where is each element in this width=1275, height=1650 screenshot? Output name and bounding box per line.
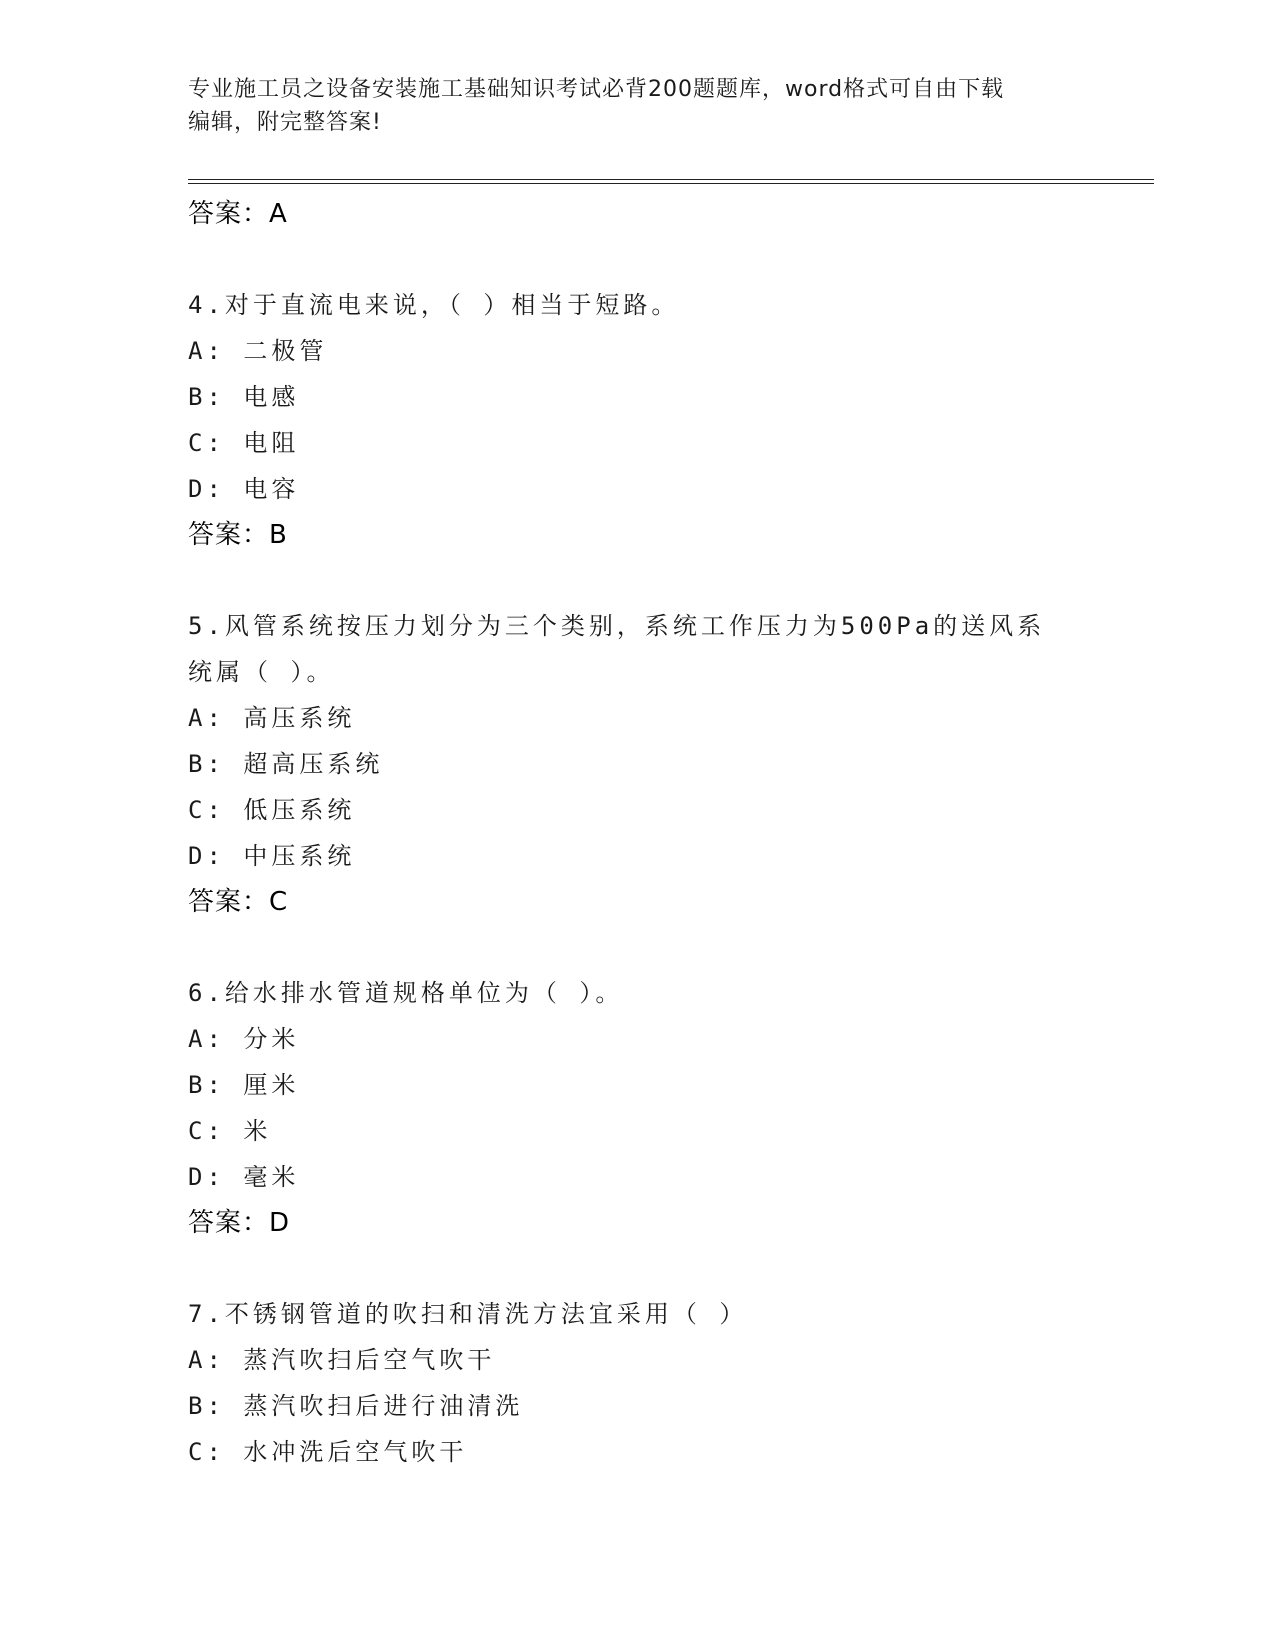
spacer xyxy=(188,1246,1088,1291)
question-stem: 4.对于直流电来说，（ ）相当于短路。 xyxy=(188,291,680,319)
option-d: D: 电容 xyxy=(188,475,300,503)
answer-label: 答案：C xyxy=(188,887,289,917)
option-d: D: 中压系统 xyxy=(188,842,356,870)
header-line-2: 编辑，附完整答案! xyxy=(188,110,382,135)
option-a: A: 二极管 xyxy=(188,337,328,365)
option-b: B: 超高压系统 xyxy=(188,750,384,778)
option-d: D: 毫米 xyxy=(188,1163,300,1191)
option-b: B: 电感 xyxy=(188,383,300,411)
option-a: A: 蒸汽吹扫后空气吹干 xyxy=(188,1346,496,1374)
question-stem: 6.给水排水管道规格单位为（ ）。 xyxy=(188,979,624,1007)
option-a: A: 高压系统 xyxy=(188,704,356,732)
answer-label: 答案：A xyxy=(188,199,288,229)
spacer xyxy=(188,925,1088,970)
header-line-1: 专业施工员之设备安装施工基础知识考试必背200题题库，word格式可自由下载 xyxy=(188,77,1005,102)
option-c: C: 米 xyxy=(188,1117,272,1145)
header-divider xyxy=(188,179,1154,184)
question-stem-line-1: 5.风管系统按压力划分为三个类别，系统工作压力为500Pa的送风系 xyxy=(188,612,1046,640)
question-list xyxy=(188,191,1088,1475)
question-4 xyxy=(188,282,1088,558)
page-header xyxy=(188,73,1088,139)
option-c: C: 电阻 xyxy=(188,429,300,457)
question-6 xyxy=(188,970,1088,1246)
question-5 xyxy=(188,603,1088,925)
question-7 xyxy=(188,1291,1088,1475)
answer-label: 答案：B xyxy=(188,520,288,550)
option-c: C: 低压系统 xyxy=(188,796,356,824)
answer-label: 答案：D xyxy=(188,1208,291,1238)
option-c: C: 水冲洗后空气吹干 xyxy=(188,1438,468,1466)
spacer xyxy=(188,558,1088,603)
option-b: B: 厘米 xyxy=(188,1071,300,1099)
spacer xyxy=(188,237,1088,282)
option-a: A: 分米 xyxy=(188,1025,300,1053)
option-b: B: 蒸汽吹扫后进行油清洗 xyxy=(188,1392,524,1420)
question-stem-line-2: 统属（ ）。 xyxy=(188,658,335,686)
question-stem: 7.不锈钢管道的吹扫和清洗方法宜采用（ ） xyxy=(188,1300,748,1328)
